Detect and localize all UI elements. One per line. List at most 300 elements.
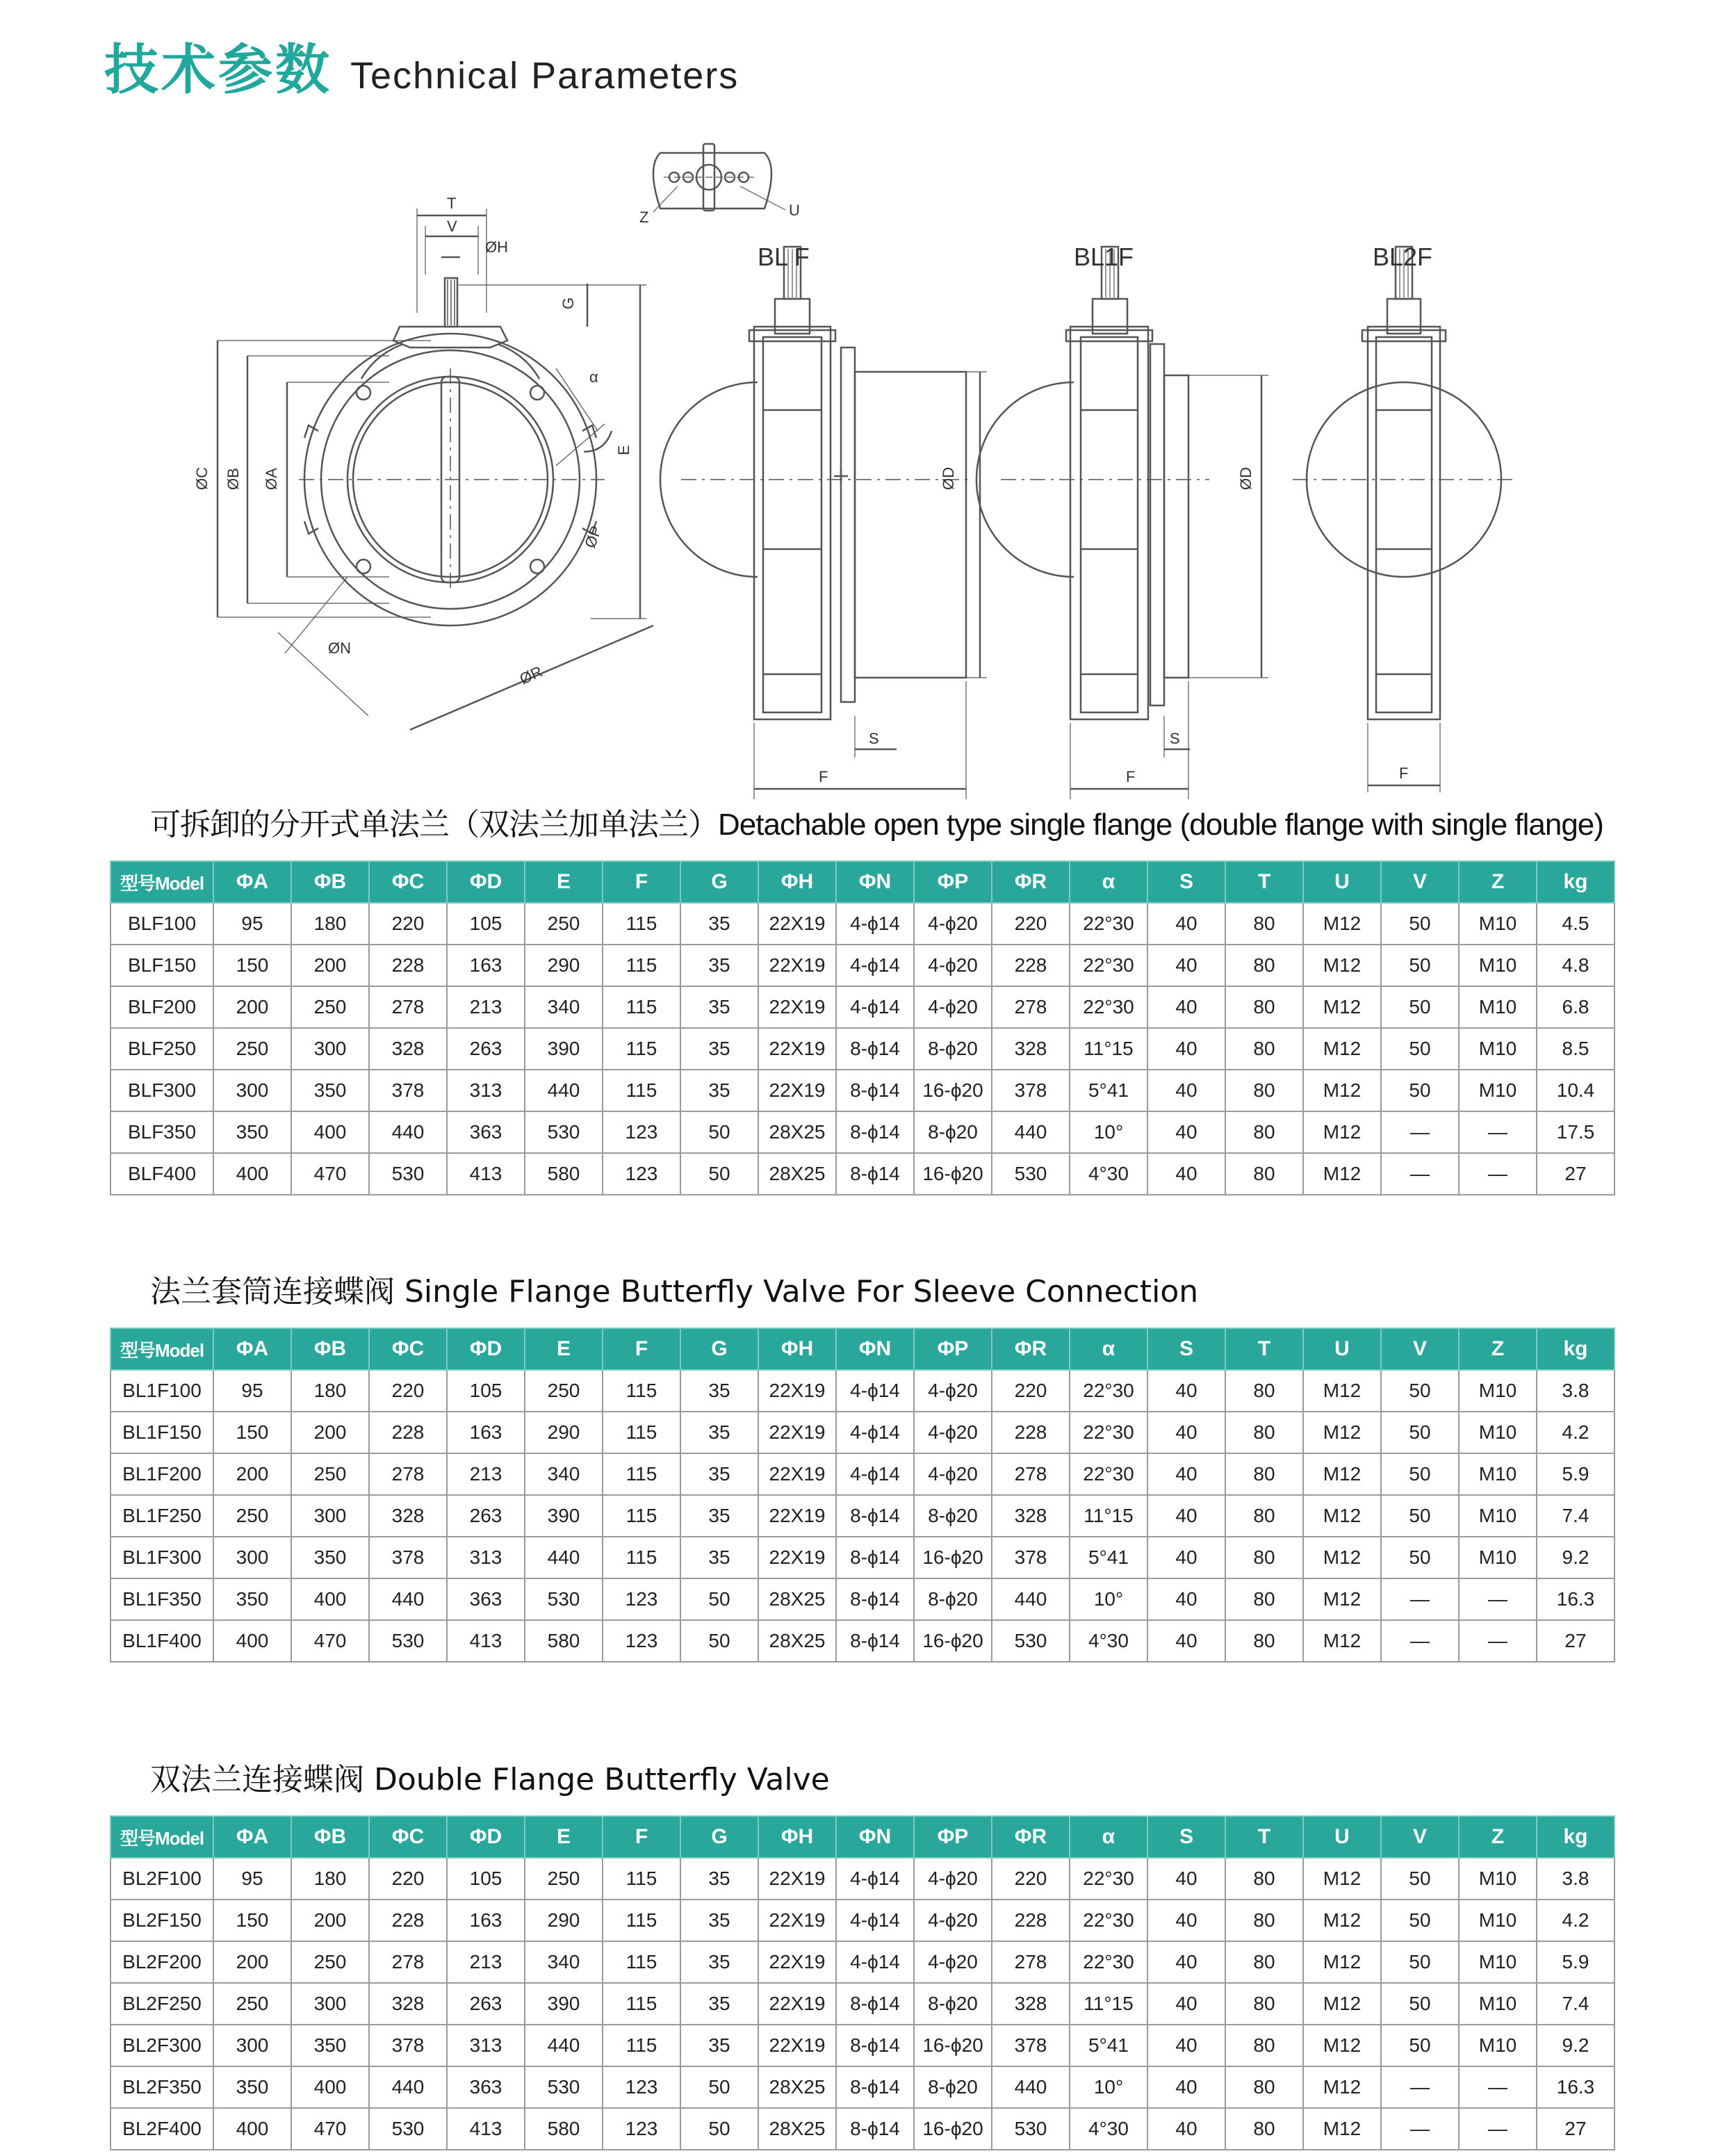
spec-cell: 105 (447, 1858, 525, 1900)
spec-cell: 5°41 (1070, 2025, 1147, 2066)
spec-cell: 580 (525, 2108, 603, 2150)
spec-cell: 35 (680, 1412, 758, 1453)
spec-cell: 40 (1147, 1028, 1225, 1070)
spec-cell: 8-ϕ14 (836, 1495, 914, 1537)
spec-cell: 470 (291, 2108, 369, 2150)
spec-cell: 163 (447, 1412, 525, 1453)
model-cell: BL1F350 (111, 1578, 213, 1620)
spec-cell: 340 (525, 986, 603, 1028)
spec-cell: 150 (213, 945, 291, 986)
spec-cell: M12 (1303, 1153, 1381, 1195)
dim-label-t: T (447, 195, 457, 212)
spec-cell: 35 (680, 1070, 758, 1111)
spec-cell: 328 (369, 1028, 447, 1070)
spec-cell: 80 (1225, 986, 1303, 1028)
column-header: ΦP (914, 861, 992, 903)
spec-cell: 328 (369, 1983, 447, 2025)
spec-cell: 363 (447, 2066, 525, 2108)
spec-cell: 28X25 (758, 1578, 836, 1620)
spec-cell: 440 (369, 1578, 447, 1620)
spec-cell: M10 (1459, 1370, 1537, 1412)
spec-cell: 263 (447, 1495, 525, 1537)
model-cell: BLF300 (111, 1070, 213, 1111)
spec-cell: 350 (291, 2025, 369, 2066)
spec-cell: 228 (369, 1412, 447, 1453)
table-row (111, 1153, 1614, 1195)
spec-cell: 50 (1381, 1070, 1459, 1111)
section-title-sleeve: 法兰套筒连接蝶阀 Single Flange Butterfly Valve For Sleeve Connection (150, 1274, 1199, 1309)
table-row (111, 1858, 1614, 1900)
table-row (111, 1578, 1614, 1620)
spec-cell: 4-ϕ14 (836, 1412, 914, 1453)
spec-cell: 35 (680, 1983, 758, 2025)
spec-cell: 50 (1381, 903, 1459, 945)
spec-cell: 8-ϕ20 (914, 1111, 992, 1153)
spec-cell: 40 (1147, 1941, 1225, 1983)
spec-cell: M10 (1459, 945, 1537, 986)
spec-table-blf (110, 860, 1615, 1195)
spec-cell: 50 (1381, 1028, 1459, 1070)
spec-cell: 4°30 (1070, 1620, 1147, 1662)
model-cell: BL1F250 (111, 1495, 213, 1537)
dim-label-h: ØH (485, 238, 508, 256)
spec-cell: 80 (1225, 1153, 1303, 1195)
dim-label-z: Z (639, 209, 649, 226)
spec-cell: 378 (992, 2025, 1070, 2066)
spec-cell: 35 (680, 1537, 758, 1578)
spec-cell: 400 (291, 2066, 369, 2108)
spec-cell: 22X19 (758, 986, 836, 1028)
spec-cell: 220 (369, 1858, 447, 1900)
spec-cell: 290 (525, 945, 603, 986)
front-view (218, 209, 653, 730)
dim-label-s-bl1f: S (1170, 730, 1180, 747)
spec-cell: 115 (603, 1070, 680, 1111)
spec-cell: 8-ϕ14 (836, 1578, 914, 1620)
spec-cell: 300 (213, 2025, 291, 2066)
spec-cell: 40 (1147, 2066, 1225, 2108)
side-view-bl2f (1293, 247, 1515, 792)
spec-cell: 4.2 (1537, 1900, 1614, 1941)
spec-cell: M10 (1459, 1858, 1537, 1900)
spec-cell: M12 (1303, 1453, 1381, 1495)
table-row (111, 1983, 1614, 2025)
spec-cell: 4.2 (1537, 1412, 1614, 1453)
spec-cell: 16-ϕ20 (914, 2108, 992, 2150)
column-header: ΦA (213, 1816, 291, 1858)
spec-cell: 530 (525, 1578, 603, 1620)
spec-cell: M10 (1459, 1412, 1537, 1453)
table-row (111, 1370, 1614, 1412)
spec-cell: 10° (1070, 2066, 1147, 2108)
spec-cell: 80 (1225, 903, 1303, 945)
spec-cell: 28X25 (758, 1620, 836, 1662)
model-cell: BL2F200 (111, 1941, 213, 1983)
spec-cell: 313 (447, 1537, 525, 1578)
dim-label-f-blf: F (819, 768, 828, 785)
spec-cell: 8.5 (1537, 1028, 1614, 1070)
spec-cell: 115 (603, 2025, 680, 2066)
spec-cell: 40 (1147, 1412, 1225, 1453)
spec-cell: 9.2 (1537, 1537, 1614, 1578)
spec-cell: 213 (447, 1941, 525, 1983)
spec-cell: 22°30 (1070, 1858, 1147, 1900)
spec-cell: 228 (369, 945, 447, 986)
spec-cell: 50 (1381, 1412, 1459, 1453)
spec-cell: 80 (1225, 1111, 1303, 1153)
spec-cell: 22X19 (758, 1941, 836, 1983)
column-header: ΦR (992, 1328, 1070, 1370)
spec-cell: M12 (1303, 986, 1381, 1028)
spec-cell: 300 (291, 1028, 369, 1070)
spec-cell: 35 (680, 1453, 758, 1495)
spec-cell: 95 (213, 1858, 291, 1900)
spec-cell: 4-ϕ20 (914, 986, 992, 1028)
spec-cell: 35 (680, 1858, 758, 1900)
spec-cell: 80 (1225, 1578, 1303, 1620)
spec-cell: 413 (447, 1153, 525, 1195)
spec-cell: 22X19 (758, 1412, 836, 1453)
spec-cell: 200 (213, 986, 291, 1028)
spec-cell: 35 (680, 945, 758, 986)
spec-cell: 80 (1225, 1370, 1303, 1412)
spec-cell: M12 (1303, 1111, 1381, 1153)
spec-cell: 413 (447, 2108, 525, 2150)
column-header: ΦB (291, 1816, 369, 1858)
table-row (111, 1412, 1614, 1453)
column-header: 型号Model (111, 861, 213, 903)
spec-cell: 115 (603, 1412, 680, 1453)
spec-cell: 3.8 (1537, 1370, 1614, 1412)
table-row (111, 986, 1614, 1028)
spec-cell: 363 (447, 1111, 525, 1153)
spec-cell: M12 (1303, 2108, 1381, 2150)
spec-cell: 8-ϕ20 (914, 1028, 992, 1070)
column-header: ΦD (447, 861, 525, 903)
spec-cell: 80 (1225, 1537, 1303, 1578)
spec-cell: 27 (1537, 1153, 1614, 1195)
view-label-bl1f: BL1F (1074, 243, 1134, 271)
spec-cell: 4°30 (1070, 2108, 1147, 2150)
column-header: ΦB (291, 861, 369, 903)
spec-cell: 50 (1381, 1537, 1459, 1578)
spec-cell: 163 (447, 1900, 525, 1941)
spec-cell: 35 (680, 986, 758, 1028)
spec-cell: 8-ϕ20 (914, 1983, 992, 2025)
valve-drawing-svg (0, 104, 1725, 785)
spec-cell: 115 (603, 1028, 680, 1070)
spec-cell: 470 (291, 1153, 369, 1195)
section-title-detachable: 可拆卸的分开式单法兰（双法兰加单法兰）Detachable open type single flange (double flange with single flange) (150, 808, 1603, 842)
spec-cell: M12 (1303, 1858, 1381, 1900)
spec-cell: 10.4 (1537, 1070, 1614, 1111)
spec-cell: 50 (1381, 2025, 1459, 2066)
table-row (111, 2025, 1614, 2066)
spec-cell: 16-ϕ20 (914, 1153, 992, 1195)
spec-cell: 22X19 (758, 1983, 836, 2025)
model-cell: BL1F300 (111, 1537, 213, 1578)
model-cell: BL2F350 (111, 2066, 213, 2108)
spec-cell: 278 (992, 986, 1070, 1028)
spec-cell: 35 (680, 1495, 758, 1537)
spec-cell: 22°30 (1070, 1412, 1147, 1453)
spec-cell: 8-ϕ14 (836, 1537, 914, 1578)
spec-cell: M10 (1459, 1028, 1537, 1070)
spec-cell: 200 (291, 1900, 369, 1941)
spec-cell: 440 (525, 2025, 603, 2066)
spec-cell: 180 (291, 903, 369, 945)
column-header: G (680, 1328, 758, 1370)
model-cell: BL2F250 (111, 1983, 213, 2025)
side-view-blf (660, 247, 987, 799)
table-row (111, 1537, 1614, 1578)
spec-cell: 5.9 (1537, 1453, 1614, 1495)
spec-cell: 35 (680, 1941, 758, 1983)
spec-cell: 115 (603, 1983, 680, 2025)
spec-cell: 115 (603, 1370, 680, 1412)
spec-cell: 400 (291, 1578, 369, 1620)
model-cell: BL2F100 (111, 1858, 213, 1900)
spec-cell: 40 (1147, 1495, 1225, 1537)
spec-cell: 263 (447, 1028, 525, 1070)
spec-cell: 115 (603, 1900, 680, 1941)
spec-cell: 95 (213, 1370, 291, 1412)
spec-cell: 4-ϕ14 (836, 1900, 914, 1941)
spec-cell: 228 (992, 1412, 1070, 1453)
spec-cell: M10 (1459, 986, 1537, 1028)
spec-cell: 200 (213, 1453, 291, 1495)
spec-cell: 40 (1147, 1070, 1225, 1111)
spec-cell: 250 (525, 1370, 603, 1412)
table-row (111, 1028, 1614, 1070)
spec-cell: 250 (213, 1983, 291, 2025)
spec-cell: 16-ϕ20 (914, 1070, 992, 1111)
dim-label-p: ØP (581, 523, 605, 550)
spec-cell: 4-ϕ20 (914, 1900, 992, 1941)
spec-cell: 22°30 (1070, 945, 1147, 986)
spec-cell: 27 (1537, 2108, 1614, 2150)
spec-cell: M12 (1303, 1370, 1381, 1412)
model-cell: BL2F150 (111, 1900, 213, 1941)
spec-cell: 50 (1381, 1370, 1459, 1412)
spec-cell: 40 (1147, 945, 1225, 986)
spec-cell: 50 (1381, 1858, 1459, 1900)
spec-cell: 8-ϕ14 (836, 1028, 914, 1070)
column-header: E (525, 1328, 603, 1370)
spec-cell: 80 (1225, 1620, 1303, 1662)
spec-cell: 50 (680, 1578, 758, 1620)
spec-cell: M12 (1303, 1070, 1381, 1111)
spec-cell: M12 (1303, 1028, 1381, 1070)
spec-cell: M10 (1459, 1495, 1537, 1537)
spec-cell: 16-ϕ20 (914, 1620, 992, 1662)
spec-cell: 50 (1381, 1900, 1459, 1941)
spec-cell: 115 (603, 986, 680, 1028)
table-row (111, 2066, 1614, 2108)
spec-cell: 5°41 (1070, 1537, 1147, 1578)
spec-cell: 400 (213, 1153, 291, 1195)
spec-cell: 40 (1147, 1537, 1225, 1578)
spec-cell: 22X19 (758, 1070, 836, 1111)
spec-cell: 4-ϕ20 (914, 1453, 992, 1495)
spec-cell: 123 (603, 1153, 680, 1195)
column-header: U (1303, 1328, 1381, 1370)
spec-cell: 530 (525, 1111, 603, 1153)
spec-cell: 40 (1147, 903, 1225, 945)
spec-cell: — (1459, 1620, 1537, 1662)
spec-cell: — (1459, 1153, 1537, 1195)
spec-cell: 8-ϕ14 (836, 1111, 914, 1153)
column-header: α (1070, 1816, 1147, 1858)
model-cell: BL1F100 (111, 1370, 213, 1412)
spec-cell: 16.3 (1537, 2066, 1614, 2108)
spec-cell: 220 (369, 1370, 447, 1412)
spec-cell: M12 (1303, 1495, 1381, 1537)
column-header: S (1147, 861, 1225, 903)
spec-cell: 200 (291, 1412, 369, 1453)
spec-cell: 328 (992, 1028, 1070, 1070)
spec-cell: 7.4 (1537, 1983, 1614, 2025)
spec-cell: 350 (291, 1070, 369, 1111)
model-cell: BLF400 (111, 1153, 213, 1195)
spec-cell: — (1459, 1111, 1537, 1153)
spec-cell: 340 (525, 1941, 603, 1983)
spec-cell: 123 (603, 2066, 680, 2108)
spec-cell: 300 (213, 1537, 291, 1578)
model-cell: BL2F300 (111, 2025, 213, 2066)
dim-label-v: V (447, 218, 457, 235)
spec-cell: M10 (1459, 1537, 1537, 1578)
spec-cell: 40 (1147, 1620, 1225, 1662)
model-cell: BLF150 (111, 945, 213, 986)
spec-cell: M10 (1459, 1941, 1537, 1983)
spec-table-bl2f (110, 1815, 1615, 2150)
spec-cell: 5.9 (1537, 1941, 1614, 1983)
spec-cell: 3.8 (1537, 1858, 1614, 1900)
spec-cell: 80 (1225, 1495, 1303, 1537)
spec-cell: M12 (1303, 1941, 1381, 1983)
dim-label-g: G (559, 297, 577, 309)
spec-cell: — (1381, 1620, 1459, 1662)
page-title-cn: 技术参数 (104, 39, 333, 101)
table-header-row (111, 1328, 1614, 1370)
column-header: F (603, 861, 680, 903)
spec-cell: — (1381, 2108, 1459, 2150)
spec-cell: 50 (680, 2108, 758, 2150)
spec-cell: 80 (1225, 1412, 1303, 1453)
spec-cell: 530 (992, 1153, 1070, 1195)
spec-cell: 4-ϕ20 (914, 1412, 992, 1453)
spec-cell: 40 (1147, 1578, 1225, 1620)
technical-drawing (0, 104, 1725, 785)
spec-cell: 115 (603, 1453, 680, 1495)
column-header: F (603, 1328, 680, 1370)
spec-cell: 228 (992, 1900, 1070, 1941)
view-label-blf: BL F (758, 243, 810, 271)
column-header: Z (1459, 861, 1537, 903)
spec-cell: M12 (1303, 1578, 1381, 1620)
spec-cell: 11°15 (1070, 1983, 1147, 2025)
spec-cell: 22X19 (758, 1495, 836, 1537)
spec-cell: 220 (992, 903, 1070, 945)
spec-cell: 4.5 (1537, 903, 1614, 945)
spec-cell: 278 (369, 986, 447, 1028)
column-header: V (1381, 861, 1459, 903)
spec-cell: M12 (1303, 945, 1381, 986)
table-row (111, 2108, 1614, 2150)
section-title-double: 双法兰连接蝶阀 Double Flange Butterfly Valve (150, 1762, 830, 1797)
spec-cell: 50 (680, 1153, 758, 1195)
spec-cell: 440 (369, 2066, 447, 2108)
column-header: S (1147, 1328, 1225, 1370)
column-header: V (1381, 1328, 1459, 1370)
spec-cell: 35 (680, 2025, 758, 2066)
column-header: E (525, 1816, 603, 1858)
spec-cell: 40 (1147, 2025, 1225, 2066)
spec-cell: — (1381, 1153, 1459, 1195)
model-cell: BL2F400 (111, 2108, 213, 2150)
spec-cell: 400 (291, 1111, 369, 1153)
spec-cell: 22X19 (758, 1900, 836, 1941)
spec-cell: 22X19 (758, 1453, 836, 1495)
dim-label-e: E (615, 445, 632, 455)
spec-cell: 4-ϕ14 (836, 945, 914, 986)
page-title-en: Technical Parameters (350, 55, 739, 97)
spec-cell: 250 (291, 1453, 369, 1495)
spec-cell: 80 (1225, 1070, 1303, 1111)
spec-cell: 300 (291, 1495, 369, 1537)
spec-cell: 263 (447, 1983, 525, 2025)
spec-cell: 80 (1225, 2025, 1303, 2066)
spec-cell: M12 (1303, 1537, 1381, 1578)
spec-cell: 115 (603, 903, 680, 945)
spec-cell: 213 (447, 986, 525, 1028)
spec-cell: 95 (213, 903, 291, 945)
spec-cell: 278 (992, 1941, 1070, 1983)
spec-cell: 220 (369, 903, 447, 945)
view-label-bl2f: BL2F (1373, 243, 1433, 271)
spec-cell: 40 (1147, 1111, 1225, 1153)
spec-cell: 22X19 (758, 1370, 836, 1412)
spec-cell: 22°30 (1070, 986, 1147, 1028)
spec-cell: 390 (525, 1495, 603, 1537)
spec-cell: — (1459, 2108, 1537, 2150)
spec-cell: 278 (369, 1453, 447, 1495)
spec-cell: 123 (603, 2108, 680, 2150)
column-header: kg (1537, 1816, 1614, 1858)
spec-cell: 8-ϕ14 (836, 2066, 914, 2108)
spec-cell: 250 (213, 1028, 291, 1070)
spec-cell: M12 (1303, 2025, 1381, 2066)
table-row (111, 1495, 1614, 1537)
model-cell: BLF100 (111, 903, 213, 945)
spec-cell: 28X25 (758, 2108, 836, 2150)
column-header: kg (1537, 861, 1614, 903)
spec-cell: 4-ϕ14 (836, 986, 914, 1028)
spec-cell: 80 (1225, 945, 1303, 986)
column-header: 型号Model (111, 1816, 213, 1858)
spec-cell: 440 (525, 1070, 603, 1111)
spec-cell: 80 (1225, 1028, 1303, 1070)
spec-cell: 22X19 (758, 945, 836, 986)
spec-cell: 328 (369, 1495, 447, 1537)
spec-cell: 278 (369, 1941, 447, 1983)
column-header: ΦP (914, 1816, 992, 1858)
spec-cell: 50 (680, 2066, 758, 2108)
spec-cell: 80 (1225, 1858, 1303, 1900)
spec-cell: 28X25 (758, 1111, 836, 1153)
column-header: Z (1459, 1328, 1537, 1370)
